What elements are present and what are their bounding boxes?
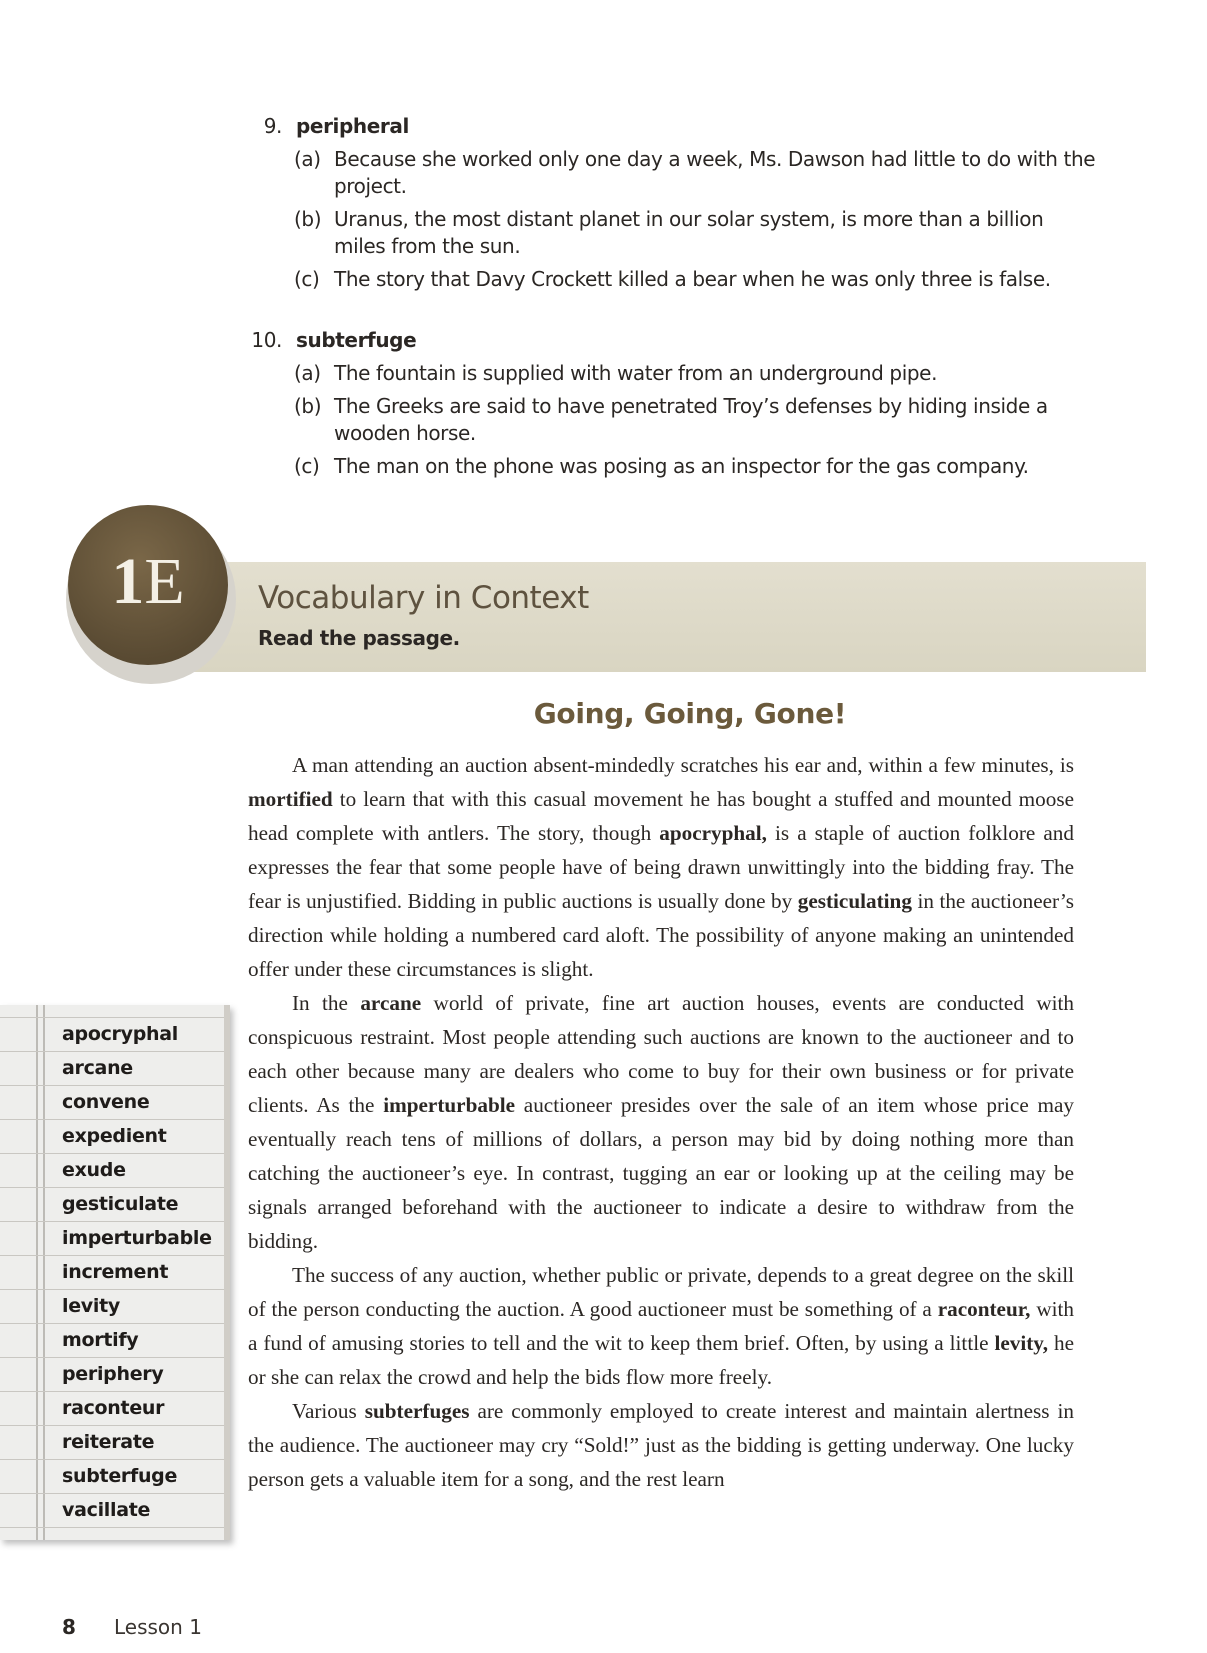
word-list-item: levity [0, 1290, 224, 1324]
option-text: The fountain is supplied with water from an underground pipe. [334, 361, 938, 385]
word-list-item: arcane [0, 1052, 224, 1086]
vocab-word: apocryphal, [659, 821, 767, 845]
question-word: peripheral [296, 114, 409, 138]
option-letter: (b) [294, 394, 322, 418]
word-list-item: expedient [0, 1120, 224, 1154]
vocab-word: mortified [248, 787, 333, 811]
option-letter: (c) [294, 267, 320, 291]
word-list-item: periphery [0, 1358, 224, 1392]
lesson-label: Lesson 1 [114, 1615, 202, 1639]
option-text: The Greeks are said to have penetrated Troy’s defenses by hiding inside a wooden horse. [334, 394, 1048, 445]
question-head [251, 326, 1098, 354]
paragraph-4 [248, 1394, 1074, 1496]
option-text: Uranus, the most distant planet in our solar system, is more than a billion miles from the sun. [334, 207, 1044, 258]
word-list-item: convene [0, 1086, 224, 1120]
text-run: auctioneer presides over the sale of an item whose price may eventually reach tens of millions of dollars, a person may bid by doing nothing more than catching the auctioneer’s eye. In contrast, tugging an ear or looking up at the ceiling may be signals arranged beforehand with the auctioneer to indicate a desire to withdraw from the bidding. [248, 1093, 1074, 1253]
word-list-item: apocryphal [0, 1018, 224, 1052]
answer-option [258, 393, 1098, 447]
text-run: A man attending an auction absent-mindedly scratches his ear and, within a few minutes, is [292, 753, 1074, 777]
vocab-word: raconteur, [937, 1297, 1031, 1321]
text-run: The success of any auction, whether public or private, depends to a great degree on the skill of the person conducting the auction. A good auctioneer must be something of a [248, 1263, 1074, 1321]
option-text: The man on the phone was posing as an inspector for the gas company. [334, 454, 1029, 478]
answer-option [258, 206, 1098, 260]
option-letter: (c) [294, 454, 320, 478]
page-number: 8 [62, 1615, 76, 1639]
option-letter: (a) [294, 361, 321, 385]
question-head [258, 112, 1098, 140]
word-list-item: reiterate [0, 1426, 224, 1460]
word-list-item: imperturbable [0, 1222, 224, 1256]
vocab-word: imperturbable [383, 1093, 516, 1117]
question-10 [251, 326, 1098, 480]
word-list-item: gesticulate [0, 1188, 224, 1222]
question-number: 10. [251, 328, 282, 352]
badge-number: 1 [111, 545, 145, 618]
paragraph-3 [248, 1258, 1074, 1394]
text-run: he or she can relax the crowd and help the bids flow more freely. [248, 1331, 1074, 1389]
option-letter: (a) [294, 147, 321, 171]
vocab-word: subterfuges [364, 1399, 470, 1423]
paragraph-2 [248, 986, 1074, 1258]
passage-body [248, 748, 1074, 1496]
text-run: is a staple of auction folklore and expresses the fear that some people have of being drawn unwittingly into the bidding fray. The fear is unjustified. Bidding in public auctions is usually done by [248, 821, 1074, 913]
word-list [0, 1005, 230, 1540]
text-run: to learn that with this casual movement he has bought a stuffed and mounted moose head complete with antlers. The story, though [248, 787, 1074, 845]
text-run: are commonly employed to create interest and maintain alertness in the audience. The auctioneer may cry “Sold!” just as the bidding is getting underway. One lucky person gets a valuable item for a song, and the rest learn [248, 1399, 1075, 1491]
text-run: world of private, fine art auction houses, events are conducted with conspicuous restraint. Most people attending such auctions are known to the auctioneer and to each other because many are dealers who come to buy for their own business or for private clients. As the [248, 991, 1074, 1117]
badge-letter: E [144, 545, 185, 618]
question-number: 9. [263, 114, 282, 138]
word-list-top-rule [0, 1005, 224, 1018]
section-badge [68, 505, 228, 665]
paragraph-1 [248, 748, 1074, 986]
word-list-item: exude [0, 1154, 224, 1188]
answer-option [258, 266, 1098, 293]
option-text: The story that Davy Crockett killed a bear when he was only three is false. [334, 267, 1051, 291]
vocab-word: gesticulating [797, 889, 912, 913]
answer-option [258, 360, 1098, 387]
word-list-item: mortify [0, 1324, 224, 1358]
question-word: subterfuge [296, 328, 417, 352]
word-list-item: increment [0, 1256, 224, 1290]
badge-label [68, 547, 228, 617]
section-title: Vocabulary in Context [258, 580, 589, 616]
text-run: in the auctioneer’s direction while holding a numbered card aloft. The possibility of anyone making an unintended offer under these circumstances is slight. [248, 889, 1074, 981]
word-list-item: vacillate [0, 1494, 224, 1528]
answer-option [258, 453, 1098, 480]
vocab-word: levity, [994, 1331, 1049, 1355]
text-run: with a fund of amusing stories to tell and the wit to keep them brief. Often, by using a little [248, 1297, 1075, 1355]
section-banner [150, 562, 1146, 672]
option-text: Because she worked only one day a week, Ms. Dawson had little to do with the project. [334, 147, 1096, 198]
word-list-item: subterfuge [0, 1460, 224, 1494]
question-9 [258, 112, 1098, 293]
section-subtitle: Read the passage. [258, 626, 460, 650]
vocab-word: arcane [360, 991, 422, 1015]
answer-option [258, 146, 1098, 200]
text-run: Various [292, 1399, 365, 1423]
option-letter: (b) [294, 207, 322, 231]
passage-title: Going, Going, Gone! [533, 697, 847, 730]
word-list-item: raconteur [0, 1392, 224, 1426]
text-run: In the [292, 991, 361, 1015]
